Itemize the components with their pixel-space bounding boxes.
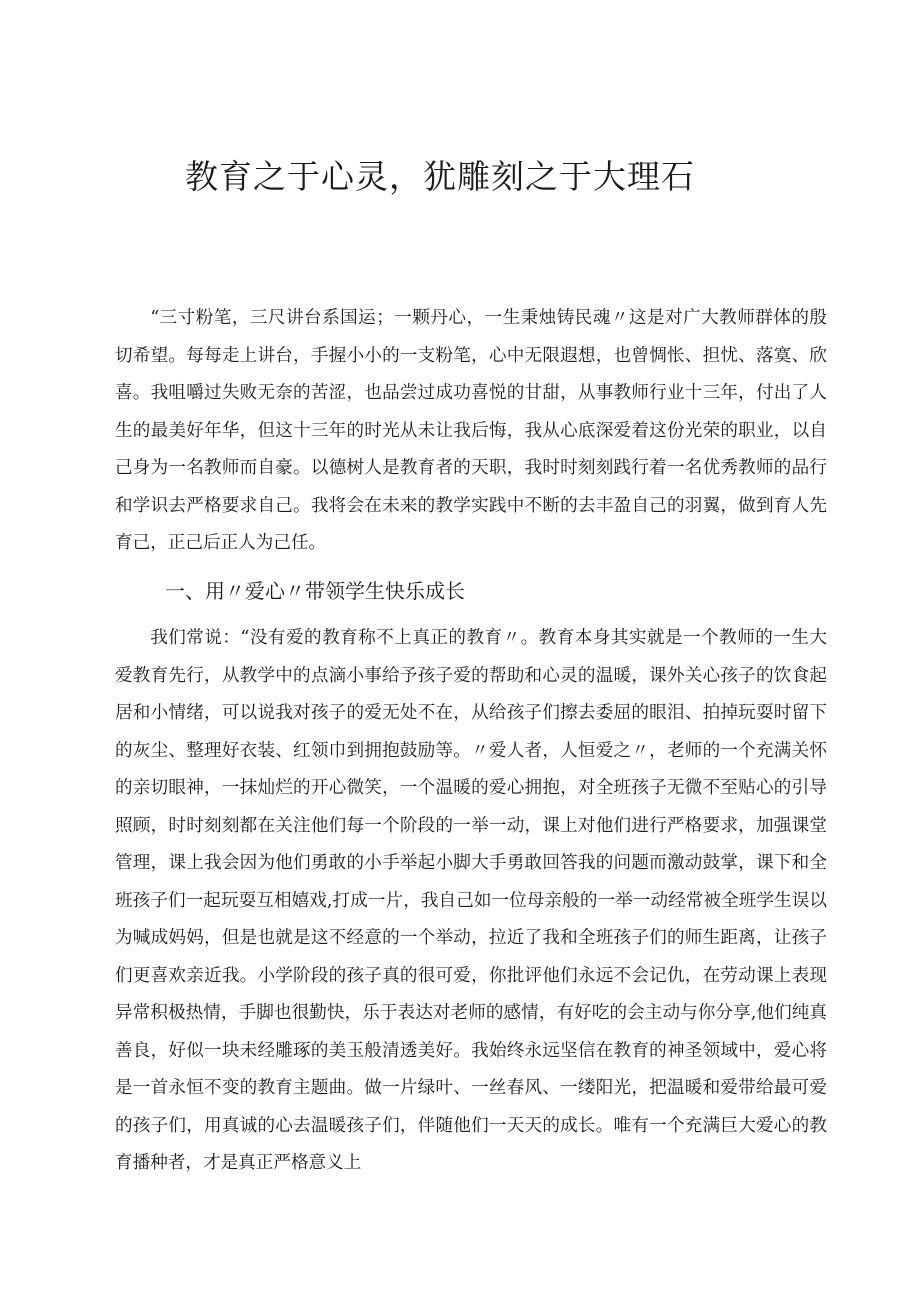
intro-paragraph: “三寸粉笔，三尺讲台系国运；一颗丹心，一生秉烛铸民魂〃这是对广大教师群体的殷切希望。每每走上讲台，手握小小的一支粉笔，心中无限遐想，也曾惆怅、担忧、落寞、欣喜。我咀嚼过失败无奈的苦涩，也品尝过成功喜悦的甘甜，从事教师行业十三年，付出了人生的最美好年华，但这十三年的时光从未让我后悔，我从心底深爱着这份光荣的职业，以自己身为一名教师而自豪。以德树人是教育者的天职，我时时刻刻践行着一名优秀教师的品行和学识去严格要求自己。我将会在未来的教学实践中不断的去丰盈自己的羽翼，做到育人先育己，正己后正人为己任。	[115, 308, 827, 553]
section-heading: 一、用〃爱心〃带领学生快乐成长	[165, 579, 465, 603]
section-body-paragraph: 我们常说：“没有爱的教育称不上真正的教育〃。教育本身其实就是一个教师的一生大爱教育先行，从教学中的点滴小事给予孩子爱的帮助和心灵的温暖，课外关心孩子的饮食起居和小情绪，可以说我对孩子的爱无处不在，从给孩子们擦去委屈的眼泪、拍掉玩耍时留下的灰尘、整理好衣装、红领巾到拥抱鼓励等。〃爱人者，人恒爱之〃，老师的一个充满关怀的亲切眼神，一抹灿烂的开心微笑，一个温暖的爱心拥抱，对全班孩子无微不至贴心的引导照顾，时时刻刻都在关注他们每一个阶段的一举一动，课上对他们进行严格要求，加强课堂管理，课上我会因为他们勇敢的小手举起小脚大手勇敢回答我的问题而激动鼓掌，课下和全班孩子们一起玩耍互相嬉戏,打成一片，我自己如一位母亲般的一举一动经常被全班学生误以为喊成妈妈，但是也就是这不经意的一个举动，拉近了我和全班孩子们的师生距离，让孩子们更喜欢亲近我。小学阶段的孩子真的很可爱，你批评他们永远不会记仇，在劳动课上表现异常积极热情，手脚也很勤快，乐于表达对老师的感情，有好吃的会主动与你分享,他们纯真善良，好似一块未经雕琢的美玉般清透美好。我始终永远坚信在教育的神圣领域中，爱心将是一首永恒不变的教育主题曲。做一片绿叶、一丝春风、一缕阳光，把温暖和爱带给最可爱的孩子们，用真诚的心去温暖孩子们，伴随他们一天天的成长。唯有一个充满巨大爱心的教育播种者，才是真正严格意义上	[115, 628, 827, 1173]
document-title: 教育之于心灵，犹雕刻之于大理石	[185, 157, 695, 196]
